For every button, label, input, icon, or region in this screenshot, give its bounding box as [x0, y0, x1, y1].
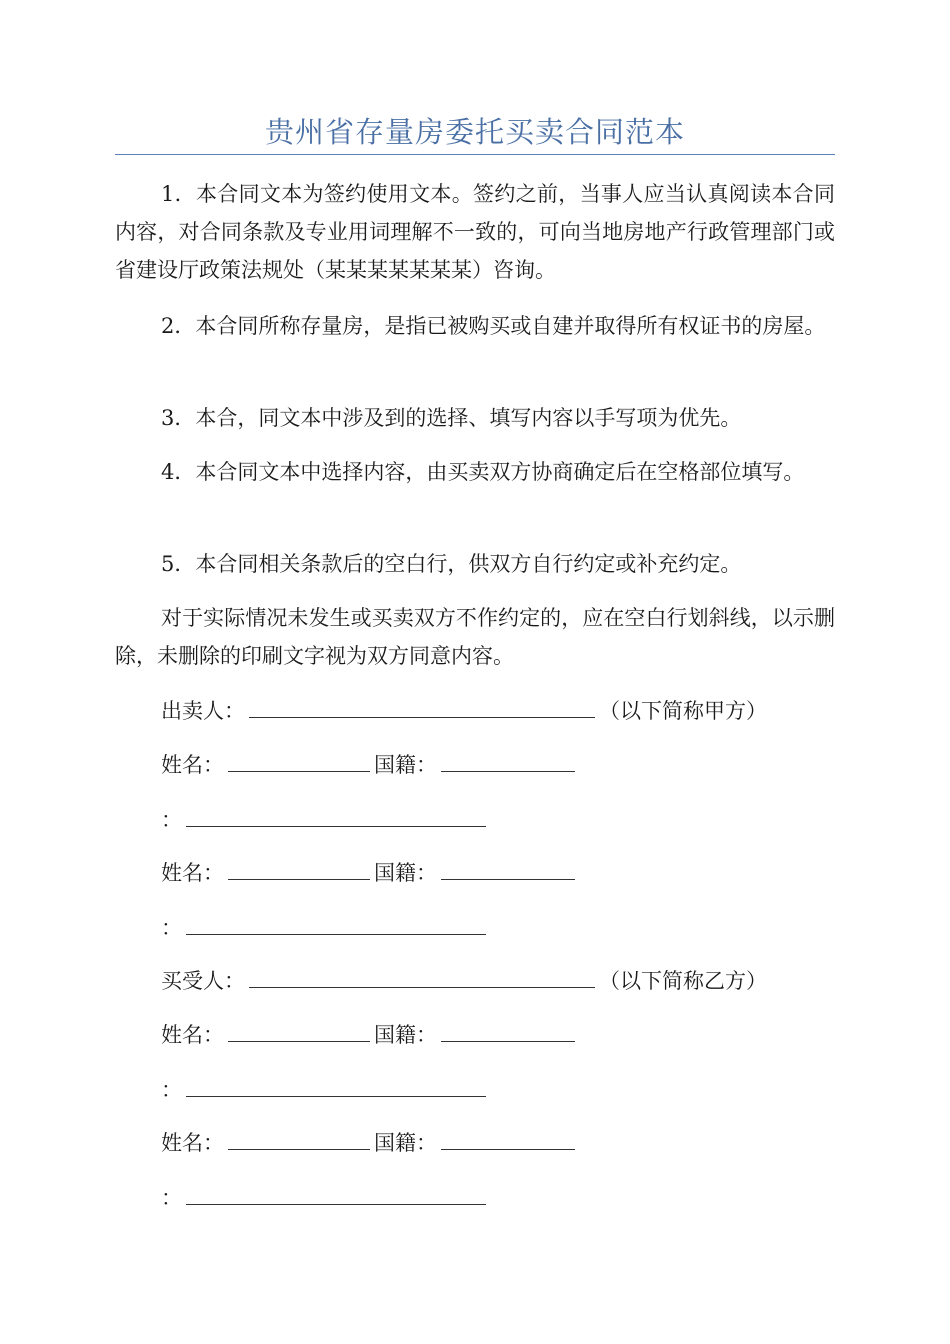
name-label: 姓名： — [161, 1131, 224, 1155]
nationality-label: 国籍： — [374, 1131, 437, 1155]
instruction-note: 对于实际情况未发生或买卖双方不作约定的，应在空白行划斜线，以示删除，未删除的印刷文字视为双方同意内容。 — [115, 606, 835, 668]
buyer-person-1 — [161, 1019, 579, 1050]
instruction-1: 1．本合同文本为签约使用文本。签约之前，当事人应当认真阅读本合同内容，对合同条款及专业用词理解不一致的，可向当地房地产行政管理部门或省建设厅政策法规处（某某某某某某某）咨询。 — [115, 182, 835, 282]
id-label: ： — [161, 808, 182, 832]
name-blank[interactable] — [228, 1019, 370, 1042]
id-label: ： — [161, 1078, 182, 1102]
name-label: 姓名： — [161, 1023, 224, 1047]
seller-label: 出卖人： — [161, 699, 245, 723]
id-blank[interactable] — [186, 1182, 486, 1205]
name-blank[interactable] — [228, 1127, 370, 1150]
seller-person-2 — [161, 857, 579, 888]
buyer-line — [161, 965, 767, 996]
nationality-blank[interactable] — [441, 1127, 575, 1150]
instruction-2: 2．本合同所称存量房，是指已被购买或自建并取得所有权证书的房屋。 — [161, 314, 826, 338]
seller-suffix: （以下简称甲方） — [599, 699, 767, 723]
buyer-label: 买受人： — [161, 969, 245, 993]
name-blank[interactable] — [228, 749, 370, 772]
id-blank[interactable] — [186, 804, 486, 827]
nationality-label: 国籍： — [374, 753, 437, 777]
nationality-blank[interactable] — [441, 749, 575, 772]
name-label: 姓名： — [161, 861, 224, 885]
nationality-blank[interactable] — [441, 1019, 575, 1042]
buyer-suffix: （以下简称乙方） — [599, 969, 767, 993]
buyer-id-2 — [161, 1182, 490, 1213]
nationality-label: 国籍： — [374, 1023, 437, 1047]
id-label: ： — [161, 1186, 182, 1210]
id-label: ： — [161, 916, 182, 940]
instruction-4: 4．本合同文本中选择内容，由买卖双方协商确定后在空格部位填写。 — [161, 460, 805, 484]
title-underline — [115, 154, 835, 155]
seller-person-1 — [161, 749, 579, 780]
id-blank[interactable] — [186, 912, 486, 935]
instruction-5: 5．本合同相关条款后的空白行，供双方自行约定或补充约定。 — [161, 552, 742, 576]
nationality-label: 国籍： — [374, 861, 437, 885]
id-blank[interactable] — [186, 1074, 486, 1097]
seller-blank[interactable] — [249, 695, 595, 718]
seller-line — [161, 695, 767, 726]
seller-id-1 — [161, 804, 490, 835]
instruction-3: 3．本合，同文本中涉及到的选择、填写内容以手写项为优先。 — [161, 406, 742, 430]
buyer-id-1 — [161, 1074, 490, 1105]
document-title: 贵州省存量房委托买卖合同范本 — [264, 115, 685, 149]
seller-id-2 — [161, 912, 490, 943]
nationality-blank[interactable] — [441, 857, 575, 880]
buyer-blank[interactable] — [249, 965, 595, 988]
name-blank[interactable] — [228, 857, 370, 880]
buyer-person-2 — [161, 1127, 579, 1158]
name-label: 姓名： — [161, 753, 224, 777]
